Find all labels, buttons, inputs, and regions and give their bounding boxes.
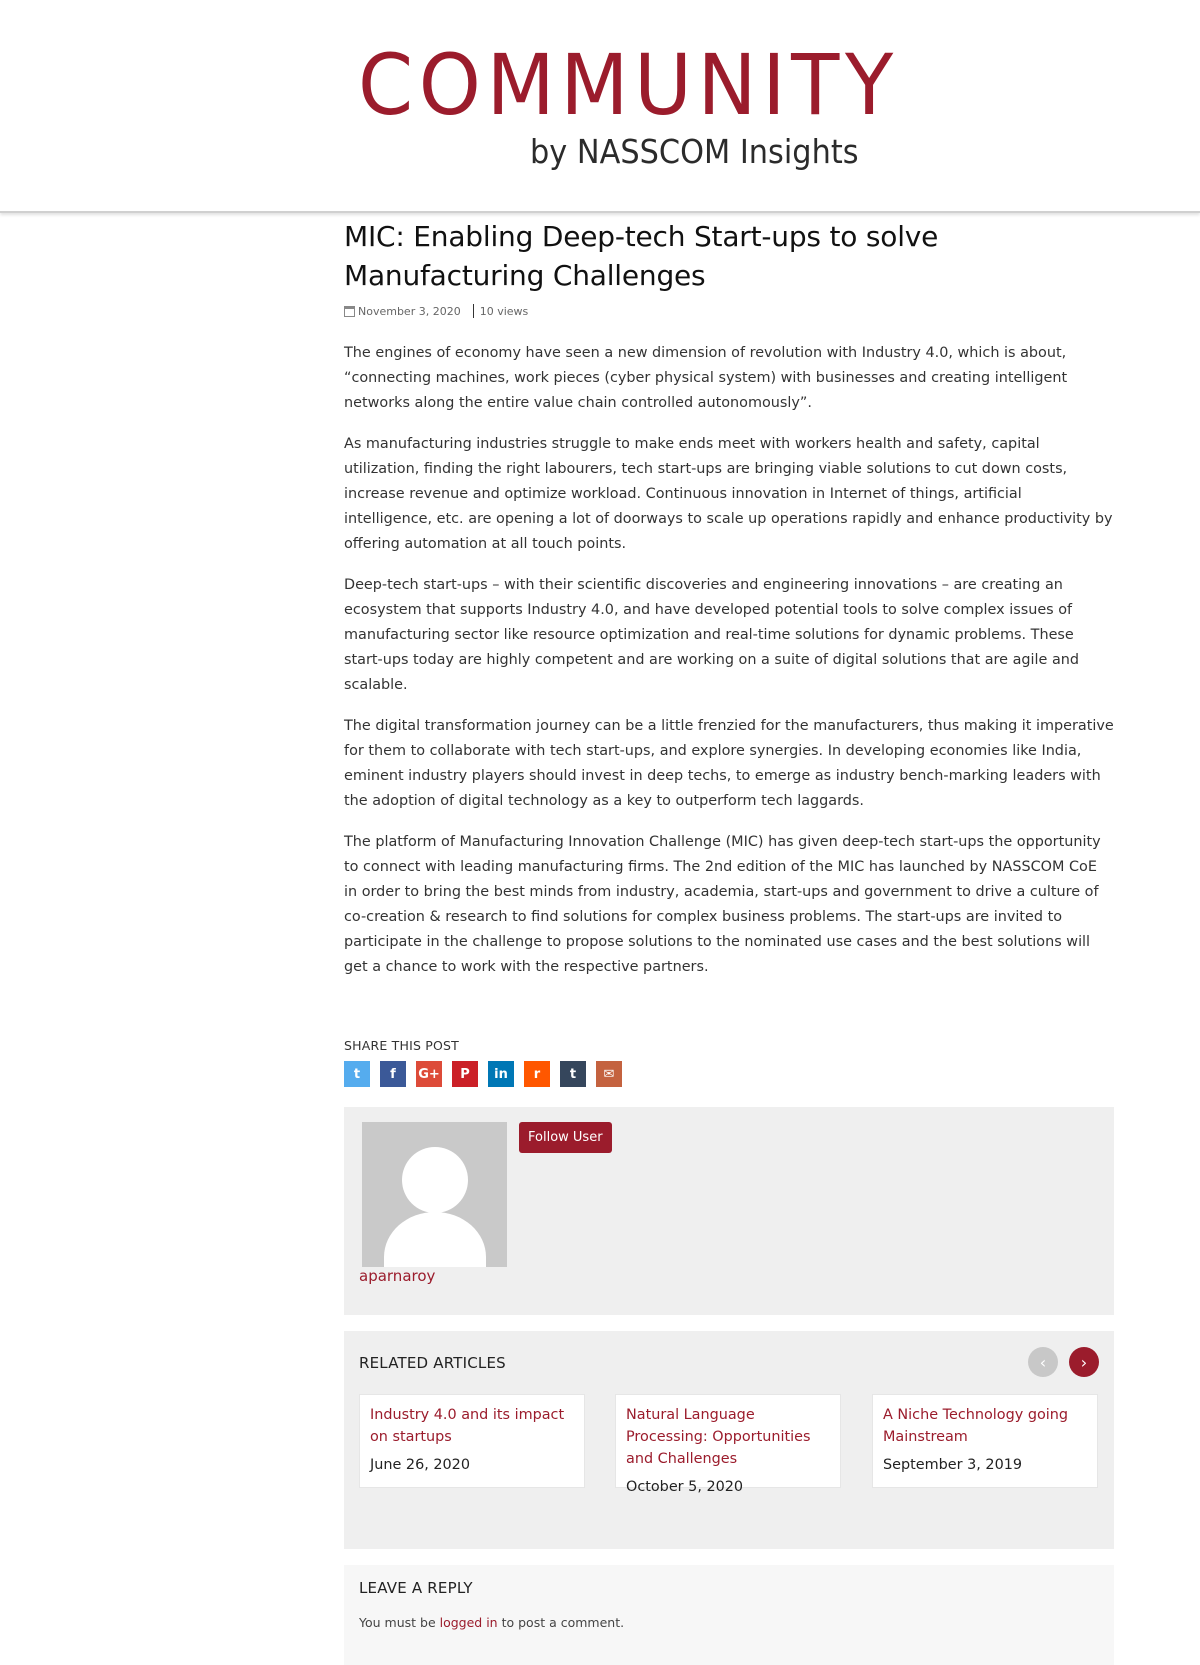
pinterest-icon: P [460,1066,470,1082]
author-box [344,1107,1114,1315]
related-articles [344,1331,1114,1549]
related-article-title[interactable]: A Niche Technology going Mainstream [883,1407,1069,1445]
calendar-icon [344,306,355,317]
chevron-left-icon: ‹ [1039,1352,1047,1372]
post-paragraph: As manufacturing industries struggle to make ends meet with workers health and safety, capital utilization, finding the right labourers, tech start-ups are bringing viable solutions to cut down costs, increase revenue and optimize workload. Continuous innovation in Internet of things, artificial intelligence, etc. are opening a lot of doorways to scale up operations rapidly and enhance productivity by offering automation at all touch points. [344,436,1113,552]
avatar-head-icon [402,1147,468,1213]
email-icon: ✉ [603,1066,615,1082]
related-article-date: September 3, 2019 [883,1457,1023,1473]
avatar[interactable] [362,1122,507,1267]
logo-main-text: COMMUNITY [358,36,899,134]
main-content [344,213,1114,1665]
reddit-share-button[interactable] [524,1061,550,1087]
share-buttons [344,1061,1114,1087]
author-name-link[interactable]: aparnaroy [359,1267,436,1285]
related-article-card[interactable] [872,1394,1098,1488]
reply-prefix: You must be [359,1615,436,1630]
carousel-prev-button[interactable] [1028,1347,1058,1377]
related-article-title[interactable]: Natural Language Processing: Opportunities and Challenges [626,1407,811,1467]
logged-in-link[interactable]: logged in [439,1615,498,1630]
related-article-title[interactable]: Industry 4.0 and its impact on startups [370,1407,565,1445]
chevron-right-icon: › [1080,1352,1088,1372]
avatar-body-icon [384,1212,486,1267]
carousel-next-button[interactable] [1069,1347,1099,1377]
post-title: MIC: Enabling Deep-tech Start-ups to solve Manufacturing Challenges [344,220,939,292]
post-paragraph: Deep-tech start-ups – with their scientific discoveries and engineering innovations – are creating an ecosystem that supports Industry 4.0, and have developed potential tools to solve complex issues of manufacturing sector like resource optimization and real-time solutions for dynamic problems. These start-ups today are highly competent and are working on a suite of digital solutions that are agile and scalable. [344,577,1080,693]
google-plus-icon: G+ [418,1066,440,1082]
facebook-share-button[interactable] [380,1061,406,1087]
site-logo[interactable] [358,36,899,175]
related-articles-title: RELATED ARTICLES [359,1354,506,1372]
post-paragraph: The platform of Manufacturing Innovation Challenge (MIC) has given deep-tech start-ups the opportunity to connect with leading manufacturing firms. The 2nd edition of the MIC has launched by NASSCOM CoE in order to bring the best minds from industry, academia, start-ups and government to drive a culture of co-creation & research to find solutions for complex business problems. The start-ups are invited to participate in the challenge to propose solutions to the nominated use cases and the best solutions will get a chance to work with the respective partners. [344,834,1101,975]
reddit-icon: r [533,1066,541,1082]
reply-login-notice [359,1615,624,1630]
post-paragraph: The digital transformation journey can be a little frenzied for the manufacturers, thus making it imperative for them to collaborate with tech start-ups, and explore synergies. In developing economies like India, eminent industry players should invest in deep techs, to emerge as industry bench-marking leaders with the adoption of digital technology as a key to outperform tech laggards. [344,718,1114,809]
leave-reply-title: LEAVE A REPLY [359,1579,473,1597]
pinterest-share-button[interactable] [452,1061,478,1087]
logo-sub-text: by NASSCOM Insights [530,132,859,171]
tumblr-icon: t [569,1066,577,1082]
linkedin-icon: in [494,1066,508,1082]
related-article-date: October 5, 2020 [626,1479,744,1495]
site-header [0,0,1200,213]
related-article-card[interactable] [359,1394,585,1488]
post-views: 10 views [479,304,529,318]
follow-user-button[interactable]: Follow User [519,1122,612,1153]
twitter-icon: t [353,1066,361,1082]
google-plus-share-button[interactable] [416,1061,442,1087]
email-share-button[interactable] [596,1061,622,1087]
reply-suffix: to post a comment. [501,1615,625,1630]
twitter-share-button[interactable] [344,1061,370,1087]
tumblr-share-button[interactable] [560,1061,586,1087]
linkedin-share-button[interactable] [488,1061,514,1087]
leave-reply-section [344,1565,1114,1665]
facebook-icon: f [390,1066,396,1082]
post-meta [344,303,1114,319]
post-paragraph: The engines of economy have seen a new dimension of revolution with Industry 4.0, which is about, “connecting machines, work pieces (cyber physical system) with businesses and creating intelligent networks along the entire value chain controlled autonomously”. [344,345,1068,411]
meta-divider [473,304,474,318]
related-article-date: June 26, 2020 [370,1457,470,1473]
related-article-card[interactable] [615,1394,841,1495]
share-label: SHARE THIS POST [344,1038,460,1053]
post-date: November 3, 2020 [358,304,461,318]
